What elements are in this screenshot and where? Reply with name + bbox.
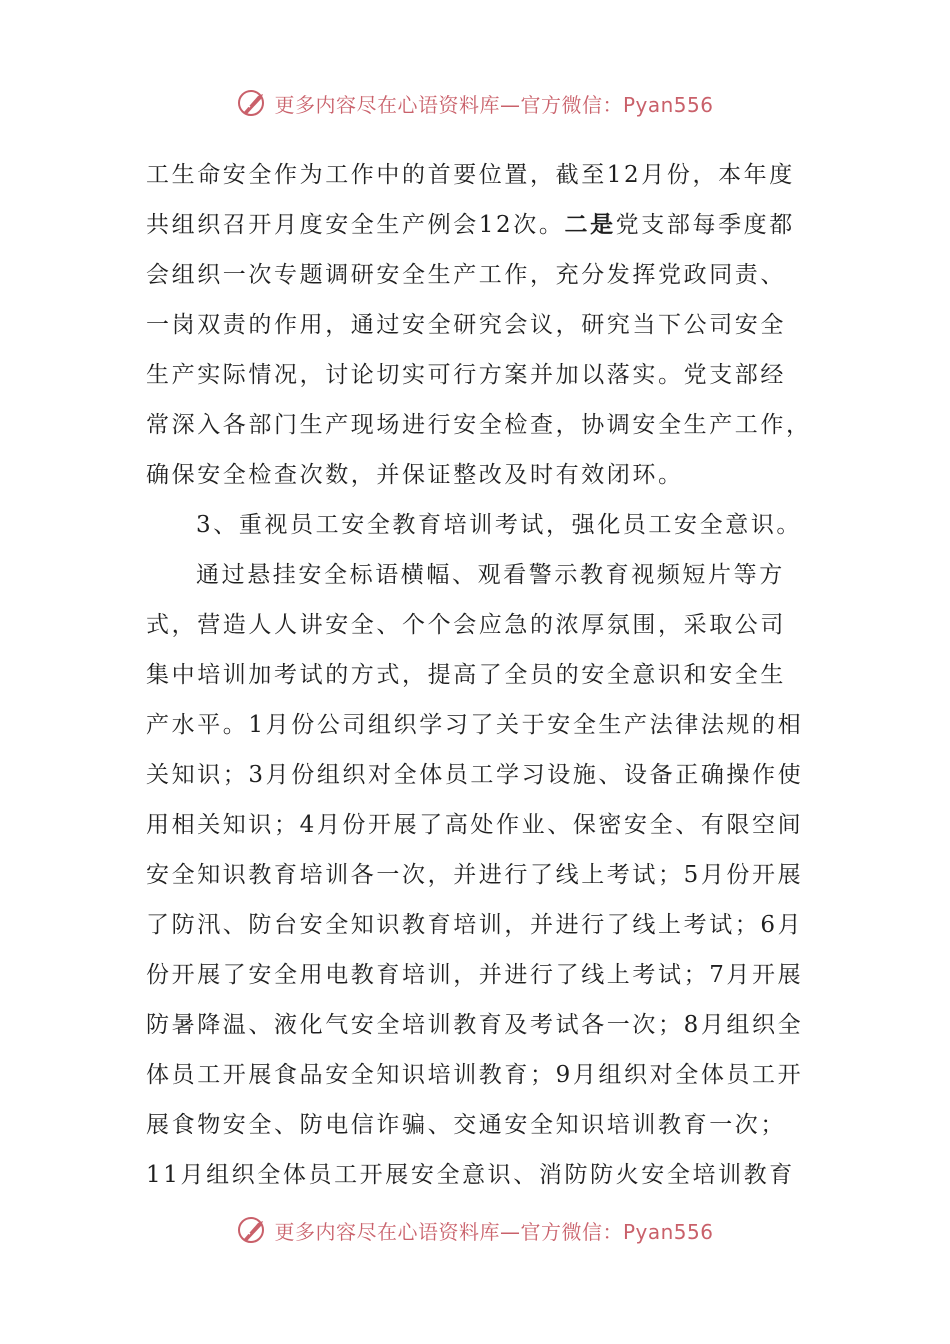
body-line: 展食物安全、防电信诈骗、交通安全知识培训教育一次； — [146, 1112, 786, 1138]
body-line: 份开展了安全用电教育培训，并进行了线上考试；7月开展 — [146, 962, 804, 988]
watermark-text: 更多内容尽在心语资料库—官方微信：Pyan556 — [274, 92, 714, 117]
section-heading: 3、重视员工安全教育培训考试，强化员工安全意识。 — [196, 512, 803, 538]
pen-nib-icon — [236, 86, 270, 120]
body-line: 关知识；3月份组织对全体员工学习设施、设备正确操作使 — [146, 762, 804, 788]
body-line: 用相关知识；4月份开展了高处作业、保密安全、有限空间 — [146, 812, 804, 838]
body-line: 安全知识教育培训各一次，并进行了线上考试；5月份开展 — [146, 862, 804, 888]
watermark-banner-bottom — [0, 1210, 950, 1250]
body-line: 共组织召开月度安全生产例会12次。二是党支部每季度都 — [146, 211, 795, 238]
emphasis-text: 二是 — [564, 211, 616, 238]
watermark-banner-top — [0, 83, 950, 123]
watermark-text: 更多内容尽在心语资料库—官方微信：Pyan556 — [274, 1219, 714, 1244]
document-body — [146, 150, 812, 1200]
body-line: 体员工开展食品安全知识培训教育；9月组织对全体员工开 — [146, 1062, 804, 1088]
body-line: 通过悬挂安全标语横幅、观看警示教育视频短片等方 — [196, 562, 785, 588]
body-line: 会组织一次专题调研安全生产工作，充分发挥党政同责、 — [146, 262, 786, 288]
body-line: 集中培训加考试的方式，提高了全员的安全意识和安全生 — [146, 662, 786, 688]
body-line: 防暑降温、液化气安全培训教育及考试各一次；8月组织全 — [146, 1012, 804, 1038]
pen-nib-icon — [236, 1213, 270, 1247]
body-line: 了防汛、防台安全知识教育培训，并进行了线上考试；6月 — [146, 912, 804, 938]
body-line: 常深入各部门生产现场进行安全检查，协调安全生产工作， — [146, 412, 812, 438]
body-line: 产水平。1月份公司组织学习了关于安全生产法律法规的相 — [146, 712, 804, 738]
body-line: 生产实际情况，讨论切实可行方案并加以落实。党支部经 — [146, 362, 786, 388]
body-line: 11月组织全体员工开展安全意识、消防防火安全培训教育 — [146, 1162, 795, 1188]
body-line: 一岗双责的作用，通过安全研究会议，研究当下公司安全 — [146, 312, 786, 338]
body-line: 式，营造人人讲安全、个个会应急的浓厚氛围，采取公司 — [146, 612, 786, 638]
body-line: 工生命安全作为工作中的首要位置，截至12月份，本年度 — [146, 162, 795, 188]
body-line: 确保安全检查次数，并保证整改及时有效闭环。 — [146, 462, 684, 488]
